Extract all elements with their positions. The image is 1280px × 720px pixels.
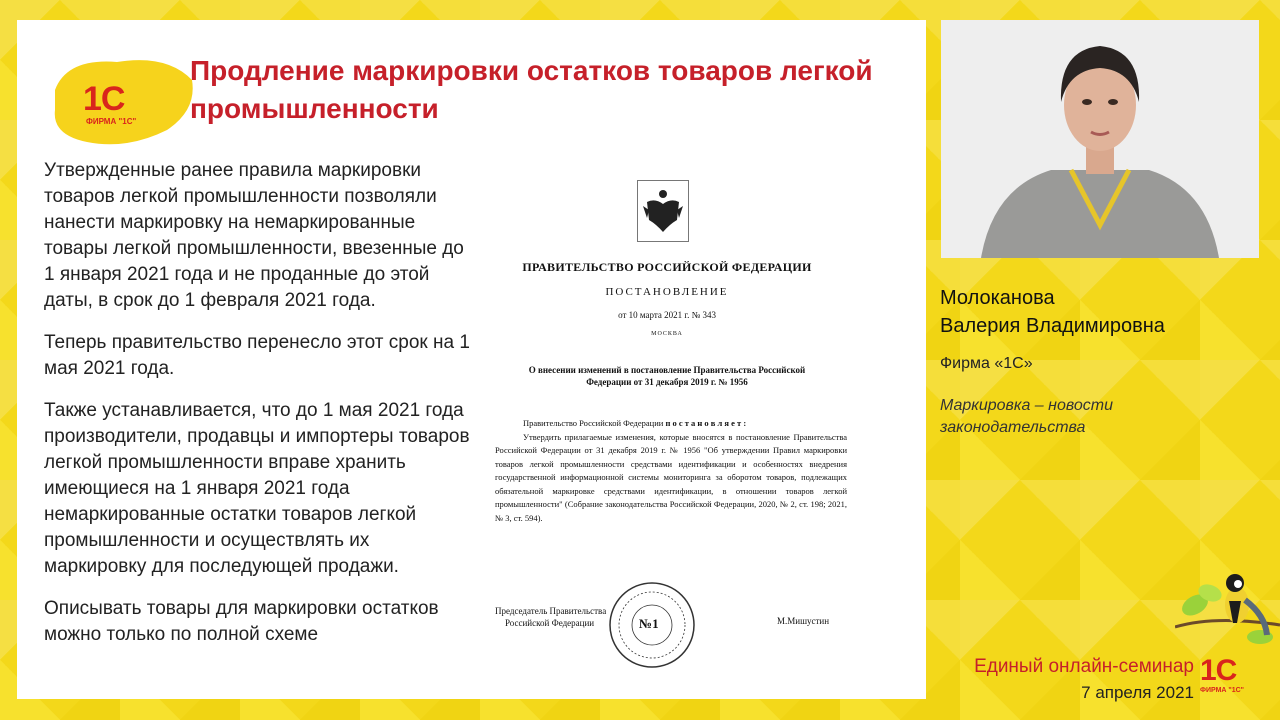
decree-document bbox=[487, 170, 847, 650]
doc-city: МОСКВА bbox=[651, 331, 683, 337]
doc-date: от 10 марта 2021 г. № 343 bbox=[618, 310, 716, 320]
footer-logo-mark: 1С bbox=[1200, 654, 1237, 687]
seal-number: №1 bbox=[639, 616, 659, 631]
speaker-given-names: Валерия Владимировна bbox=[940, 315, 1165, 337]
doc-signer-title-2: Российской Федерации bbox=[505, 618, 595, 628]
seminar-topic: Маркировка – новости законодательства bbox=[940, 397, 1113, 436]
doc-body-lead: Правительство Российской Федерации bbox=[523, 418, 666, 428]
doc-government: ПРАВИТЕЛЬСТВО РОССИЙСКОЙ ФЕДЕРАЦИИ bbox=[522, 260, 812, 274]
coat-of-arms-icon bbox=[637, 180, 689, 242]
doc-decree: ПОСТАНОВЛЕНИЕ bbox=[605, 286, 729, 298]
speaker-name bbox=[940, 284, 1260, 340]
doc-subject: О внесении изменений в постановление Правительства Российской Федерации от 31 декабря 2019 г. № 1956 bbox=[528, 365, 806, 387]
speaker-surname: Молоканова bbox=[940, 287, 1055, 309]
seminar-label: Единый онлайн-семинар bbox=[974, 656, 1194, 677]
paragraph: Утвержденные ранее правила маркировки товаров легкой промышленности позволяли нанести маркировку на немаркированные товары легкой промышленности, ввезенные до 1 января 2021 года и не проданные до этой даты, в срок до 1 февраля 2021 года. bbox=[44, 160, 464, 311]
slide-title: Продление маркировки остатков товаров легкой промышленности bbox=[190, 55, 873, 124]
doc-body-text: Утвердить прилагаемые изменения, которые вносятся в постановление Правительства Российской Федерации от 31 декабря 2019 г. № 1956 "Об утверждении Правил маркировки товаров легкой промышленности средствами идентификации и особенностях внедрения государственной информационной системы мониторинга за оборотом товаров, подлежащих обязательной маркировке средствами идентификации, в отношении товаров легкой промышленности" (Собрание законодательства Российской Федерации, 2020, № 2, ст. 198; 2021, № 3, ст. 594). bbox=[495, 431, 847, 523]
doc-signer-title-1: Председатель Правительства bbox=[495, 606, 607, 616]
paragraph: Также устанавливается, что до 1 мая 2021 года производители, продавцы и импортеры товаров легкой промышленности вправе хранить имеющиеся на 1 января 2021 года немаркированные остатки товаров легкой промышленности и осуществлять их маркировку для последующей продажи. bbox=[44, 400, 470, 577]
doc-signer-title bbox=[495, 605, 606, 629]
paragraph: Описывать товары для маркировки остатков можно только по полной схеме bbox=[44, 598, 439, 645]
speaker-company: Фирма «1С» bbox=[940, 355, 1033, 372]
footer-logo bbox=[1200, 656, 1260, 700]
doc-body bbox=[495, 417, 847, 525]
logo-caption: ФИРМА "1С" bbox=[86, 117, 137, 126]
footer-logo-caption: ФИРМА "1С" bbox=[1200, 687, 1244, 694]
speaker-portrait bbox=[941, 20, 1259, 258]
speaker-video bbox=[941, 20, 1259, 258]
seminar-date: 7 апреля 2021 bbox=[1081, 683, 1194, 702]
bird-illustration-icon bbox=[1175, 565, 1280, 645]
slide bbox=[17, 20, 926, 699]
slide-body bbox=[44, 158, 474, 664]
doc-body-verb: п о с т а н о в л я е т : bbox=[665, 418, 747, 428]
doc-signer-name: М.Мишустин bbox=[777, 616, 830, 626]
paragraph: Теперь правительство перенесло этот срок на 1 мая 2021 года. bbox=[44, 332, 470, 379]
logo-1c-mark: 1С bbox=[83, 80, 125, 118]
